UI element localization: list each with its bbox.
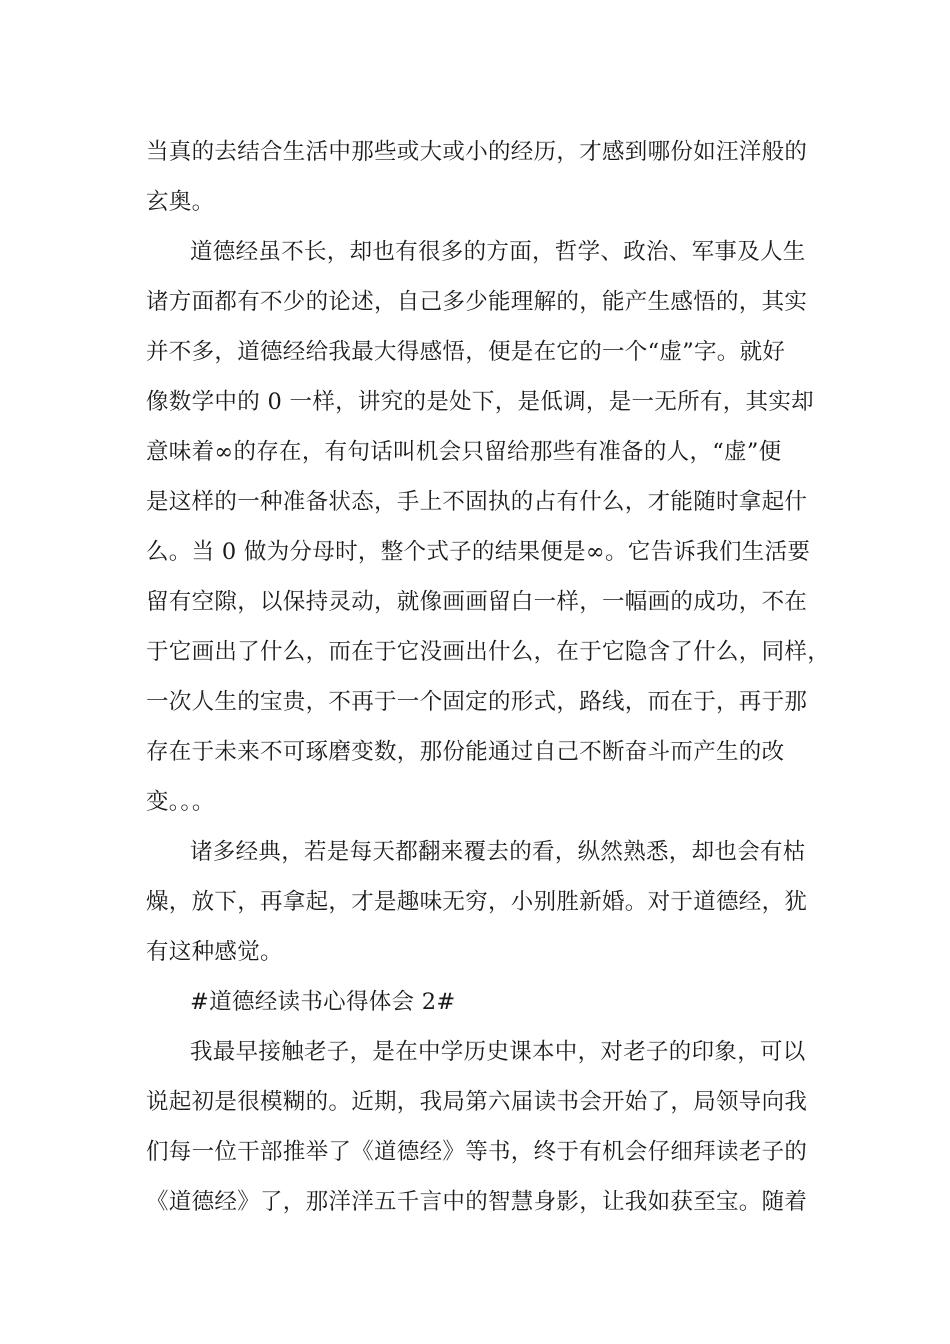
text-line: 有这种感觉。 [146,939,283,965]
text-line: 意味着∞的存在，有句话叫机会只留给那些有准备的人，“虚”便 [146,439,782,465]
text-line: 们每一位干部推举了《道德经》等书，终于有机会仔细拜读老子的 [146,1139,808,1165]
text-line: 玄奥。 [146,189,215,215]
paragraph-start-line: 道德经虽不长，却也有很多的方面，哲学、政治、军事及人生 [190,239,806,265]
text-line: 于它画出了什么，而在于它没画出什么，在于它隐含了什么，同样， [146,639,831,665]
text-line: 说起初是很模糊的。近期，我局第六届读书会开始了，局领导向我 [146,1089,808,1115]
text-line: 是这样的一种准备状态，手上不固执的占有什么，才能随时拿起什 [146,489,808,515]
paragraph-start-line: 我最早接触老子，是在中学历史课本中，对老子的印象，可以 [190,1039,806,1065]
section-heading: #道德经读书心得体会 2# [190,989,456,1015]
text-line: 并不多，道德经给我最大得感悟，便是在它的一个“虚”字。就好 [146,339,786,365]
paragraph-start-line: 诸多经典，若是每天都翻来覆去的看，纵然熟悉，却也会有枯 [190,839,806,865]
text-line: 一次人生的宝贵，不再于一个固定的形式，路线，而在于，再于那 [146,689,808,715]
text-line: 诸方面都有不少的论述，自己多少能理解的，能产生感悟的，其实 [146,289,808,315]
text-line: 变。。。 [146,789,215,815]
text-line: 么。当 0 做为分母时，整个式子的结果便是∞。它告诉我们生活要 [146,539,811,565]
text-line: 燥，放下，再拿起，才是趣味无穷，小别胜新婚。对于道德经，犹 [146,889,808,915]
text-line: 当真的去结合生活中那些或大或小的经历，才感到哪份如汪洋般的 [146,139,808,165]
text-line: 《道德经》了，那洋洋五千言中的智慧身影，让我如获至宝。随着 [146,1189,808,1215]
text-line: 留有空隙，以保持灵动，就像画画留白一样，一幅画的成功，不在 [146,589,808,615]
text-line: 像数学中的 0 一样，讲究的是处下，是低调，是一无所有，其实却 [146,389,814,415]
text-line: 存在于未来不可琢磨变数，那份能通过自己不断奋斗而产生的改 [146,739,785,765]
